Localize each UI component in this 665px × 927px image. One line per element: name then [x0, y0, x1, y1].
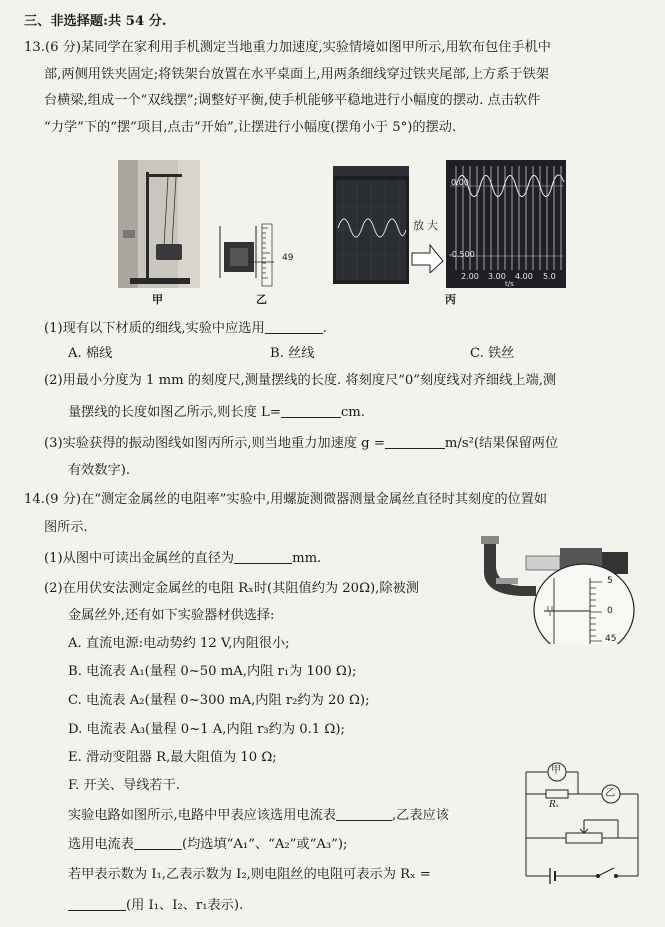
q14-part1-blank[interactable]: [234, 551, 292, 564]
graph-x-axis-label: t/s: [505, 280, 514, 288]
q13-stem-line-4: “力学”下的“摆”项目,点击“开始”,让摆进行小幅度(摆角小于 5°)的摆动.: [44, 120, 457, 135]
graph-x-tick-1: 2.00: [461, 272, 479, 281]
q13-stem-line-2: 部,两侧用铁夹固定;将铁架台放置在水平桌面上,用两条细线穿过铁夹尾部,上方系于铁架: [44, 67, 549, 82]
q13-stem-line-1: 13.(6 分)某同学在家利用手机测定当地重力加速度,实验情境如图甲所示,用软布包住手机中: [24, 40, 551, 55]
q13-part1: [44, 320, 327, 338]
q14-circuit-text: 实验电路如图所示,电路中甲表应该选用电流表: [68, 808, 336, 823]
q14-part1-text: (1)从图中可读出金属丝的直径为: [44, 551, 235, 566]
q14-final-line: [68, 897, 243, 915]
q14-part2-line-1: (2)在用伏安法测定金属丝的电阻 Rₓ时(其阻值约为 20Ω),除被测: [44, 581, 419, 596]
graph-y-top-label: 0.00: [451, 178, 469, 187]
micrometer-tick-0: 0: [607, 606, 613, 616]
q13-option-c: C. 铁丝: [470, 346, 515, 361]
q13-part3-end: m/s²(结果保留两位: [444, 436, 559, 451]
q13-part1-text: (1)现有以下材质的细线,实验中应选用: [44, 321, 265, 336]
caption-yi: 乙: [256, 293, 267, 306]
equipment-e: E. 滑动变阻器 R,最大阻值为 10 Ω;: [68, 750, 277, 765]
graph-x-tick-4: 5.0: [543, 272, 556, 281]
equipment-d: D. 电流表 A₃(量程 0~1 A,内阻 r₃约为 0.1 Ω);: [68, 722, 345, 737]
equipment-b: B. 电流表 A₁(量程 0~50 mA,内阻 r₁为 100 Ω);: [68, 664, 357, 679]
q13-part3-line-1: [44, 435, 558, 453]
q14-select-line: [68, 836, 348, 854]
q14-rx-blank[interactable]: [68, 898, 126, 911]
caption-jia: 甲: [152, 293, 163, 306]
circuit-rx-label: Rₓ: [549, 800, 559, 810]
micrometer-tick-45: 45: [605, 634, 617, 644]
q13-part2-end: cm.: [340, 405, 365, 420]
q14-part1: [44, 550, 321, 568]
q14-select-text: 选用电流表: [68, 837, 134, 852]
q14-part1-end: mm.: [292, 551, 322, 566]
micrometer-figure: [476, 520, 648, 644]
q13-part2-line-2: [68, 404, 365, 422]
zoom-arrow-icon: [410, 225, 444, 273]
ruler-mark-49: 49: [282, 253, 294, 263]
q13-part1-end: .: [322, 321, 327, 336]
q13-part2-text: 量摆线的长度如图乙所示,则长度 L=: [68, 405, 281, 420]
circuit-diagram: [514, 752, 650, 894]
graph-x-tick-2: 3.00: [488, 272, 506, 281]
graph-y-bottom-label: -0.500: [449, 250, 475, 259]
q13-part3-text: (3)实验获得的振动图线如图丙所示,则当地重力加速度 g =: [44, 436, 385, 451]
q13-part3-blank[interactable]: [385, 436, 445, 449]
micrometer-tick-5: 5: [607, 576, 613, 586]
q14-select-end: (均选填“A₁”、“A₂”或“A₃”);: [181, 837, 348, 852]
q13-option-b: B. 丝线: [270, 346, 315, 361]
equipment-a: A. 直流电源:电动势约 12 V,内阻很小;: [68, 636, 290, 651]
q14-jia-meter-blank[interactable]: [336, 808, 392, 821]
graph-x-tick-3: 4.00: [515, 272, 533, 281]
circuit-meter-yi: 乙: [605, 788, 615, 799]
q13-stem-line-3: 台横梁,组成一个“双线摆”;调整好平衡,使手机能够平稳地进行小幅度的摆动. 点击软件: [44, 93, 541, 108]
circuit-meter-jia: 甲: [551, 765, 561, 776]
q14-stem-line-2: 图所示.: [44, 520, 88, 535]
zoom-label-2: 大: [427, 219, 438, 232]
q13-part1-blank[interactable]: [265, 321, 323, 334]
q13-part2-blank[interactable]: [281, 405, 341, 418]
q14-yi-meter-blank[interactable]: [134, 837, 182, 850]
q14-circuit-line: [68, 807, 449, 825]
q13-part2-line-1: (2)用最小分度为 1 mm 的刻度尺,测量摆线的长度. 将刻度尺“0”刻度线对齐细线上端,测: [44, 373, 557, 388]
q14-expr-line: 若甲表示数为 I₁,乙表示数为 I₂,则电阻丝的电阻可表示为 Rₓ =: [68, 867, 431, 882]
zoom-label-1: 放: [413, 219, 424, 232]
q13-part3-line-2: 有效数字).: [68, 463, 131, 478]
caption-bing: 丙: [445, 293, 456, 306]
equipment-f: F. 开关、导线若干.: [68, 778, 180, 793]
q14-circuit-end: ,乙表应该: [391, 808, 449, 823]
q14-part2-line-2: 金属丝外,还有如下实验器材供选择:: [68, 608, 275, 623]
section-title: 三、非选择题:共 54 分.: [24, 14, 167, 29]
figure-jia-photo: [118, 160, 200, 288]
q14-final-end: (用 I₁、I₂、r₁表示).: [126, 898, 244, 913]
q13-option-a: A. 棉线: [68, 346, 113, 361]
q14-stem-line-1: 14.(9 分)在“测定金属丝的电阻率”实验中,用螺旋测微器测量金属丝直径时其刻度的位置如: [24, 492, 548, 507]
equipment-c: C. 电流表 A₂(量程 0~300 mA,内阻 r₂约为 20 Ω);: [68, 693, 370, 708]
figure-bing-phone-screen: [333, 166, 409, 284]
